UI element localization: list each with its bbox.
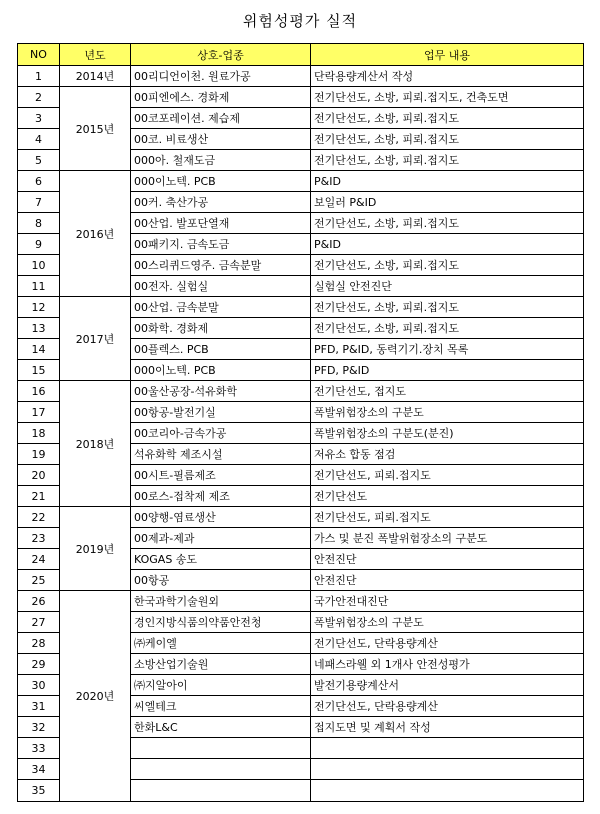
company-cell: 00항공-발전기실: [131, 402, 311, 423]
row-number: 2: [18, 87, 60, 108]
row-number: 12: [18, 297, 60, 318]
row-number: 4: [18, 129, 60, 150]
company-cell: 00리디언이천. 원료가공: [131, 66, 311, 87]
work-cell: 폭발위험장소의 구분도: [311, 612, 584, 633]
row-number: 21: [18, 486, 60, 507]
row-number: 25: [18, 570, 60, 591]
company-cell: KOGAS 송도: [131, 549, 311, 570]
company-cell: 00산업. 발포단열재: [131, 213, 311, 234]
work-cell: 전기단선도, 단락용량계산: [311, 633, 584, 654]
work-cell: 발전기용량계산서: [311, 675, 584, 696]
work-cell: P&ID: [311, 234, 584, 255]
row-number: 16: [18, 381, 60, 402]
work-cell: 전기단선도, 단락용량계산: [311, 696, 584, 717]
work-cell: [311, 759, 584, 780]
company-cell: 00항공: [131, 570, 311, 591]
company-cell: 00패키지. 금속도금: [131, 234, 311, 255]
company-cell: 000이노텍. PCB: [131, 360, 311, 381]
row-number: 20: [18, 465, 60, 486]
row-number: 24: [18, 549, 60, 570]
work-cell: 네패스라웰 외 1개사 안전성평가: [311, 654, 584, 675]
company-cell: 00로스-접착제 제조: [131, 486, 311, 507]
row-number: 7: [18, 192, 60, 213]
work-cell: PFD, P&ID, 동력기기.장치 목록: [311, 339, 584, 360]
year-cell: 2018년: [60, 381, 131, 507]
company-cell: 소방산업기술원: [131, 654, 311, 675]
work-cell: 전기단선도, 소방, 피뢰.접지도: [311, 255, 584, 276]
row-number: 19: [18, 444, 60, 465]
row-number: 9: [18, 234, 60, 255]
table-body: [18, 66, 584, 802]
company-cell: 00양행-염료생산: [131, 507, 311, 528]
company-cell: 00산업. 금속분말: [131, 297, 311, 318]
work-cell: 저유소 합동 점검: [311, 444, 584, 465]
row-number: 18: [18, 423, 60, 444]
row-number: 14: [18, 339, 60, 360]
row-number: 26: [18, 591, 60, 612]
company-cell: 석유화학 제조시설: [131, 444, 311, 465]
work-cell: 전기단선도, 소방, 피뢰.접지도, 건축도면: [311, 87, 584, 108]
company-cell: 000아. 철재도금: [131, 150, 311, 171]
row-number: 23: [18, 528, 60, 549]
row-number: 6: [18, 171, 60, 192]
row-number: 13: [18, 318, 60, 339]
company-cell: 00울산공장-석유화학: [131, 381, 311, 402]
row-number: 28: [18, 633, 60, 654]
company-cell: 00스리퀴드영주. 금속분말: [131, 255, 311, 276]
row-number: 8: [18, 213, 60, 234]
company-cell: ㈜케이엘: [131, 633, 311, 654]
row-number: 29: [18, 654, 60, 675]
company-cell: 00시트-필름제조: [131, 465, 311, 486]
header-year: 년도: [60, 44, 131, 66]
row-number: 1: [18, 66, 60, 87]
row-number: 30: [18, 675, 60, 696]
work-cell: 전기단선도, 소방, 피뢰.접지도: [311, 318, 584, 339]
work-cell: [311, 738, 584, 759]
work-cell: 전기단선도, 피뢰.접지도: [311, 507, 584, 528]
company-cell: 경인지방식품의약품안전청: [131, 612, 311, 633]
work-cell: 전기단선도, 피뢰.접지도: [311, 465, 584, 486]
work-cell: 접지도면 및 계획서 작성: [311, 717, 584, 738]
table-row: [18, 66, 584, 87]
company-cell: 한화L&C: [131, 717, 311, 738]
work-cell: 전기단선도, 소방, 피뢰.접지도: [311, 129, 584, 150]
row-number: 10: [18, 255, 60, 276]
work-cell: 단락용량계산서 작성: [311, 66, 584, 87]
work-cell: P&ID: [311, 171, 584, 192]
header-work: 업무 내용: [311, 44, 584, 66]
row-number: 27: [18, 612, 60, 633]
work-cell: 전기단선도, 소방, 피뢰.접지도: [311, 297, 584, 318]
risk-assessment-table: [17, 43, 584, 802]
row-number: 3: [18, 108, 60, 129]
work-cell: 전기단선도, 접지도: [311, 381, 584, 402]
row-number: 32: [18, 717, 60, 738]
work-cell: 전기단선도, 소방, 피뢰.접지도: [311, 213, 584, 234]
company-cell: [131, 780, 311, 802]
company-cell: 00코. 비료생산: [131, 129, 311, 150]
work-cell: 안전진단: [311, 570, 584, 591]
company-cell: [131, 759, 311, 780]
company-cell: 한국과학기술원외: [131, 591, 311, 612]
table-row: [18, 87, 584, 108]
header-row: [18, 44, 584, 66]
page-title: 위험성평가 실적: [242, 12, 358, 30]
row-number: 17: [18, 402, 60, 423]
company-cell: [131, 738, 311, 759]
work-cell: [311, 780, 584, 802]
year-cell: 2015년: [60, 87, 131, 171]
table-row: [18, 381, 584, 402]
row-number: 35: [18, 780, 60, 802]
work-cell: PFD, P&ID: [311, 360, 584, 381]
table-row: [18, 297, 584, 318]
work-cell: 폭발위험장소의 구분도(분진): [311, 423, 584, 444]
work-cell: 국가안전대진단: [311, 591, 584, 612]
work-cell: 가스 및 분진 폭발위험장소의 구분도: [311, 528, 584, 549]
company-cell: 00코리아-금속가공: [131, 423, 311, 444]
company-cell: 00전자. 실험실: [131, 276, 311, 297]
work-cell: 안전진단: [311, 549, 584, 570]
table-row: [18, 507, 584, 528]
company-cell: ㈜지알아이: [131, 675, 311, 696]
company-cell: 00화학. 경화제: [131, 318, 311, 339]
header-company: 상호-업종: [131, 44, 311, 66]
table-row: [18, 171, 584, 192]
row-number: 31: [18, 696, 60, 717]
company-cell: 00플렉스. PCB: [131, 339, 311, 360]
work-cell: 실험실 안전진단: [311, 276, 584, 297]
company-cell: 00코포레이션. 제습제: [131, 108, 311, 129]
row-number: 33: [18, 738, 60, 759]
work-cell: 전기단선도: [311, 486, 584, 507]
work-cell: 폭발위험장소의 구분도: [311, 402, 584, 423]
company-cell: 씨엘테크: [131, 696, 311, 717]
year-cell: 2017년: [60, 297, 131, 381]
work-cell: 전기단선도, 소방, 피뢰.접지도: [311, 108, 584, 129]
company-cell: 00피엔에스. 경화제: [131, 87, 311, 108]
year-cell: 2019년: [60, 507, 131, 591]
year-cell: 2020년: [60, 591, 131, 802]
year-cell: 2014년: [60, 66, 131, 87]
row-number: 5: [18, 150, 60, 171]
row-number: 11: [18, 276, 60, 297]
company-cell: 000이노텍. PCB: [131, 171, 311, 192]
work-cell: 보일러 P&ID: [311, 192, 584, 213]
year-cell: 2016년: [60, 171, 131, 297]
company-cell: 00커. 축산가공: [131, 192, 311, 213]
row-number: 15: [18, 360, 60, 381]
company-cell: 00제과-제과: [131, 528, 311, 549]
table-row: [18, 591, 584, 612]
row-number: 22: [18, 507, 60, 528]
header-no: NO: [18, 44, 60, 66]
row-number: 34: [18, 759, 60, 780]
work-cell: 전기단선도, 소방, 피뢰.접지도: [311, 150, 584, 171]
